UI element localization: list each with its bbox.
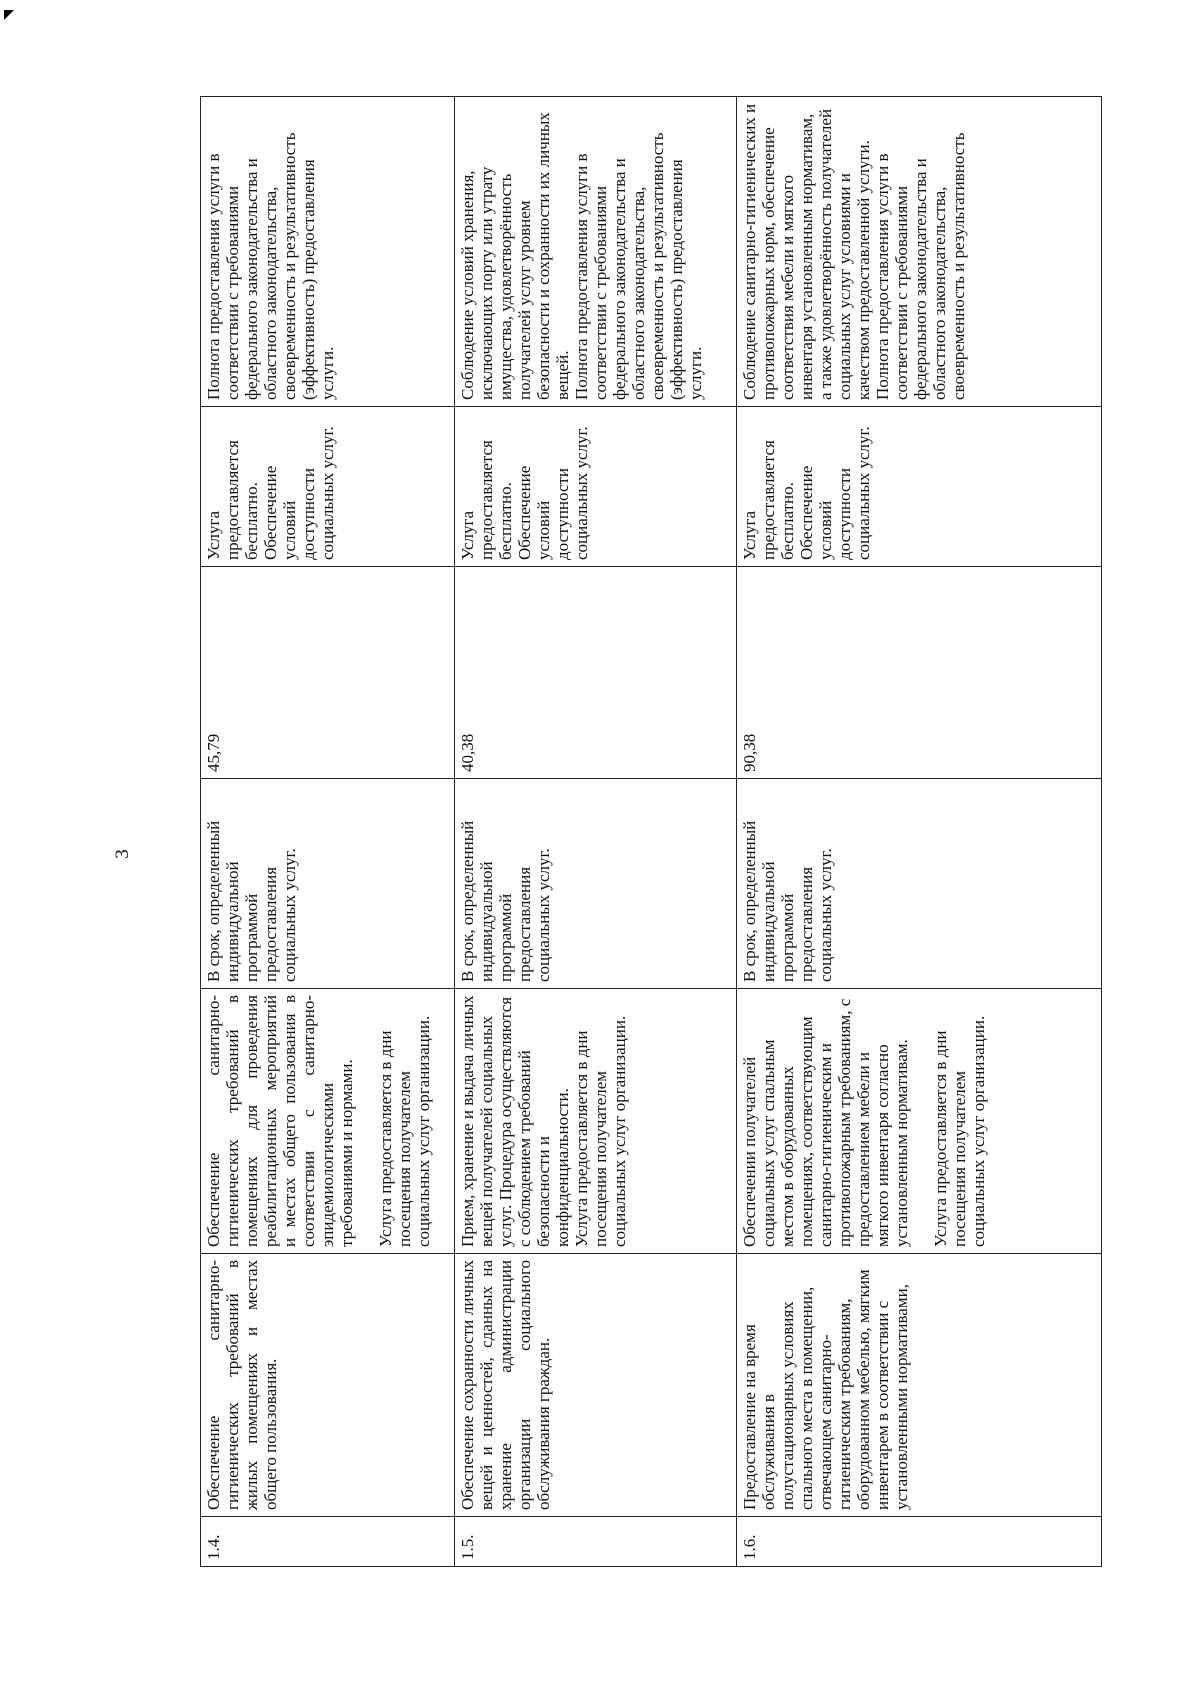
page-number: 3 xyxy=(111,849,133,859)
service-quality-cell: Полнота предоставления услуги в соответствии с требованиями федерального законодательства и областного законодательства, своевременность и результативность (эффективность) предоставления услуги. xyxy=(201,97,455,407)
table-row xyxy=(201,97,455,1567)
table-row xyxy=(455,97,737,1567)
row-number-cell: 1.4. xyxy=(201,1517,455,1567)
service-price-cell: 45,79 xyxy=(201,567,455,779)
service-quality-storage: Соблюдение условий хранения, исключающих порту или утрату имущества, удовлетворённость получателей услуг уровнем безопасности и сохранности их личных вещей. xyxy=(458,112,573,400)
service-quality-cell xyxy=(455,97,737,407)
service-condition-access: Обеспечение условий доступности социальных услуг. xyxy=(797,426,874,560)
service-term-cell: В срок, определенный индивидуальной программой предоставления социальных услуг. xyxy=(455,779,737,989)
service-description-cell xyxy=(455,989,737,1254)
service-condition-access: Обеспечение условий доступности социальных услуг. xyxy=(261,426,338,560)
service-conditions-cell xyxy=(737,407,1102,567)
service-condition-free: Услуга предоставляется бесплатно. xyxy=(740,440,798,560)
row-number-cell: 1.6. xyxy=(737,1517,1102,1567)
service-description-cell xyxy=(201,989,455,1254)
service-quality-cell xyxy=(737,97,1102,407)
service-quality-standards: Соблюдение санитарно-гигиенических и противопожарных норм, обеспечение соответствия мебели и мягкого инвентаря установленным нормативам, а также удовлетворённость получателей социальных услуг условиями и качеством предоставленной услуги. xyxy=(740,103,874,400)
service-description: Обеспечении получателей социальных услуг спальным местом в оборудованных помещениях, соответствующим санитарно-гигиеническим и противопожарным требованиям, с предоставлением мебели и мягкого инвентаря согласно установленным нормативам. xyxy=(740,998,912,1247)
service-schedule: Услуга предоставляется в дни посещения получателем социальных услуг организации. xyxy=(572,1015,630,1247)
service-term-cell: В срок, определенный индивидуальной программой предоставления социальных услуг. xyxy=(737,779,1102,989)
service-condition-free: Услуга предоставляется бесплатно. xyxy=(458,440,516,560)
rotated-table-wrapper xyxy=(200,97,1105,1567)
scan-corner-mark xyxy=(4,10,14,20)
row-number-cell: 1.5. xyxy=(455,1517,737,1567)
service-quality-completeness: Полнота предоставления услуги в соответствии с требованиями федерального законодательства и областного законодательства, своевременность и результативность xyxy=(873,132,969,400)
service-price-cell: 90,38 xyxy=(737,567,1102,779)
service-schedule: Услуга предоставляется в дни посещения получателем социальных услуг организации. xyxy=(931,1015,989,1247)
service-quality-completeness: Полнота предоставления услуги в соответствии с требованиями федерального законодательства и областного законодательства, своевременность и результативность (эффективность) предоставления услуги. xyxy=(572,132,706,400)
service-price-cell: 40,38 xyxy=(455,567,737,779)
service-name-cell: Обеспечение санитарно-гигиенических требований в жилых помещениях и местах общего пользования. xyxy=(201,1254,455,1517)
service-name-cell: Предоставление на время обслуживания в полустационарных условиях спального места в помещении, отвечающем санитарно-гигиеническим требованиям, оборудованном мебелью, мягким инвентарем в соответствии с установленными нормативами, xyxy=(737,1254,1102,1517)
service-description-cell xyxy=(737,989,1102,1254)
service-conditions-cell xyxy=(455,407,737,567)
service-name-cell: Обеспечение сохранности личных вещей и ценностей, сданных на хранение администрации организации социального обслуживания граждан. xyxy=(455,1254,737,1517)
service-condition-free: Услуга предоставляется бесплатно. xyxy=(204,440,262,560)
table-row xyxy=(737,97,1102,1567)
service-description: Прием, хранение и выдача личных вещей получателей социальных услуг. Процедура осуществляются с соблюдением требований безопасности и конфиденциальности. xyxy=(458,995,573,1247)
service-term-cell: В срок, определенный индивидуальной программой предоставления социальных услуг. xyxy=(201,779,455,989)
service-schedule: Услуга предоставляется в дни посещения получателем социальных услуг организации. xyxy=(376,1015,434,1247)
service-conditions-cell xyxy=(201,407,455,567)
service-description: Обеспечение санитарно-гигиенических требований в помещениях для проведения реабилитационных мероприятий и местах общего пользования в соответствии с санитарно-эпидемиологическими требованиями и нормами. xyxy=(204,995,357,1247)
service-condition-access: Обеспечение условий доступности социальных услуг. xyxy=(515,426,592,560)
services-table xyxy=(200,96,1102,1567)
